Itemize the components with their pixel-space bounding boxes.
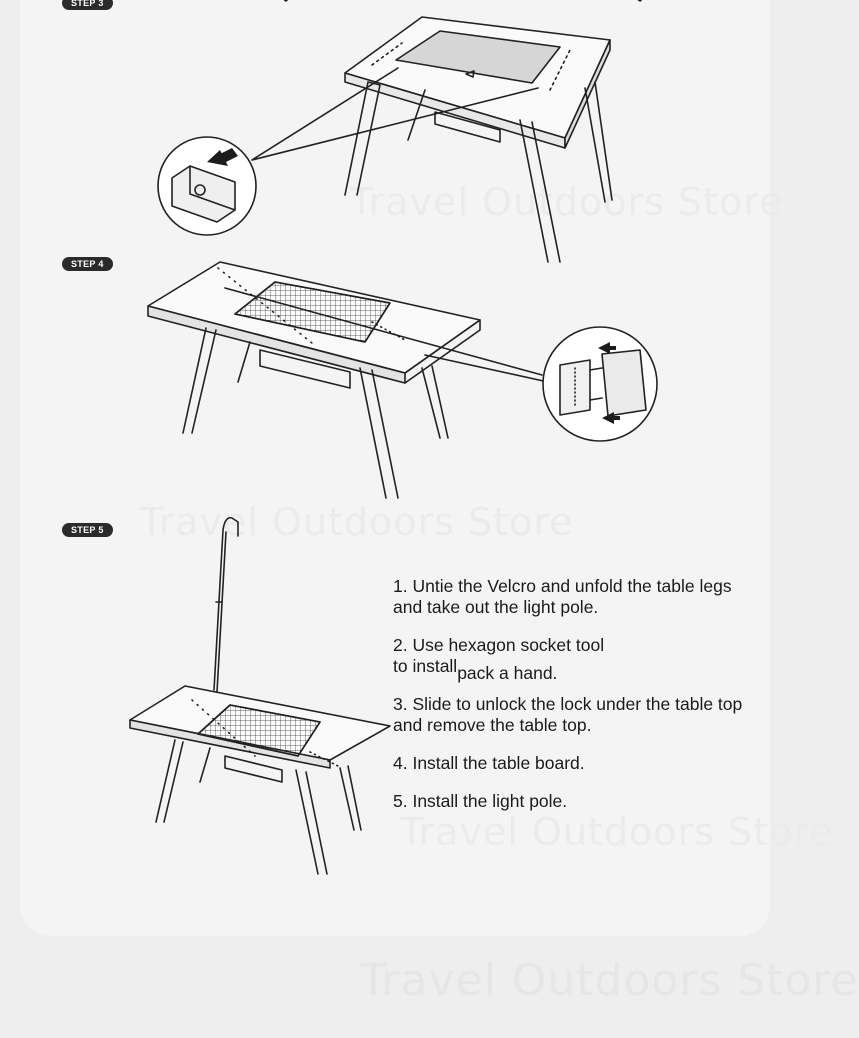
instruction-item-2-line2b: pack a hand. [457,663,558,683]
instruction-item-3: 3. Slide to unlock the lock under the table top and remove the table top. [393,694,743,735]
instruction-item-2 [393,635,763,683]
watermark-text: Travel Outdoors Store [350,180,784,224]
instruction-item-5: 5. Install the light pole. [393,791,568,811]
watermark-text: Travel Outdoors Store [140,500,574,544]
watermark-text: Travel Outdoors Store [360,955,859,1006]
step-5-badge: STEP 5 [62,523,113,537]
step-5-table-illustration [130,518,390,874]
instruction-item-4: 4. Install the table board. [393,753,585,773]
step-3-badge: STEP 3 [62,0,113,10]
instruction-item-2-line2a: to install [393,656,458,676]
instruction-list [393,576,763,829]
instruction-item-2-line1: 2. Use hexagon socket tool [393,635,605,655]
step-3-table-illustration [158,17,612,262]
step-4-badge: STEP 4 [62,257,113,271]
step-4-table-illustration [148,262,657,498]
instruction-card [20,0,834,936]
watermark-text: Travel Outdoors Store [400,810,834,854]
instruction-item-1: 1. Untie the Velcro and unfold the table legs and take out the light pole. [393,576,732,617]
